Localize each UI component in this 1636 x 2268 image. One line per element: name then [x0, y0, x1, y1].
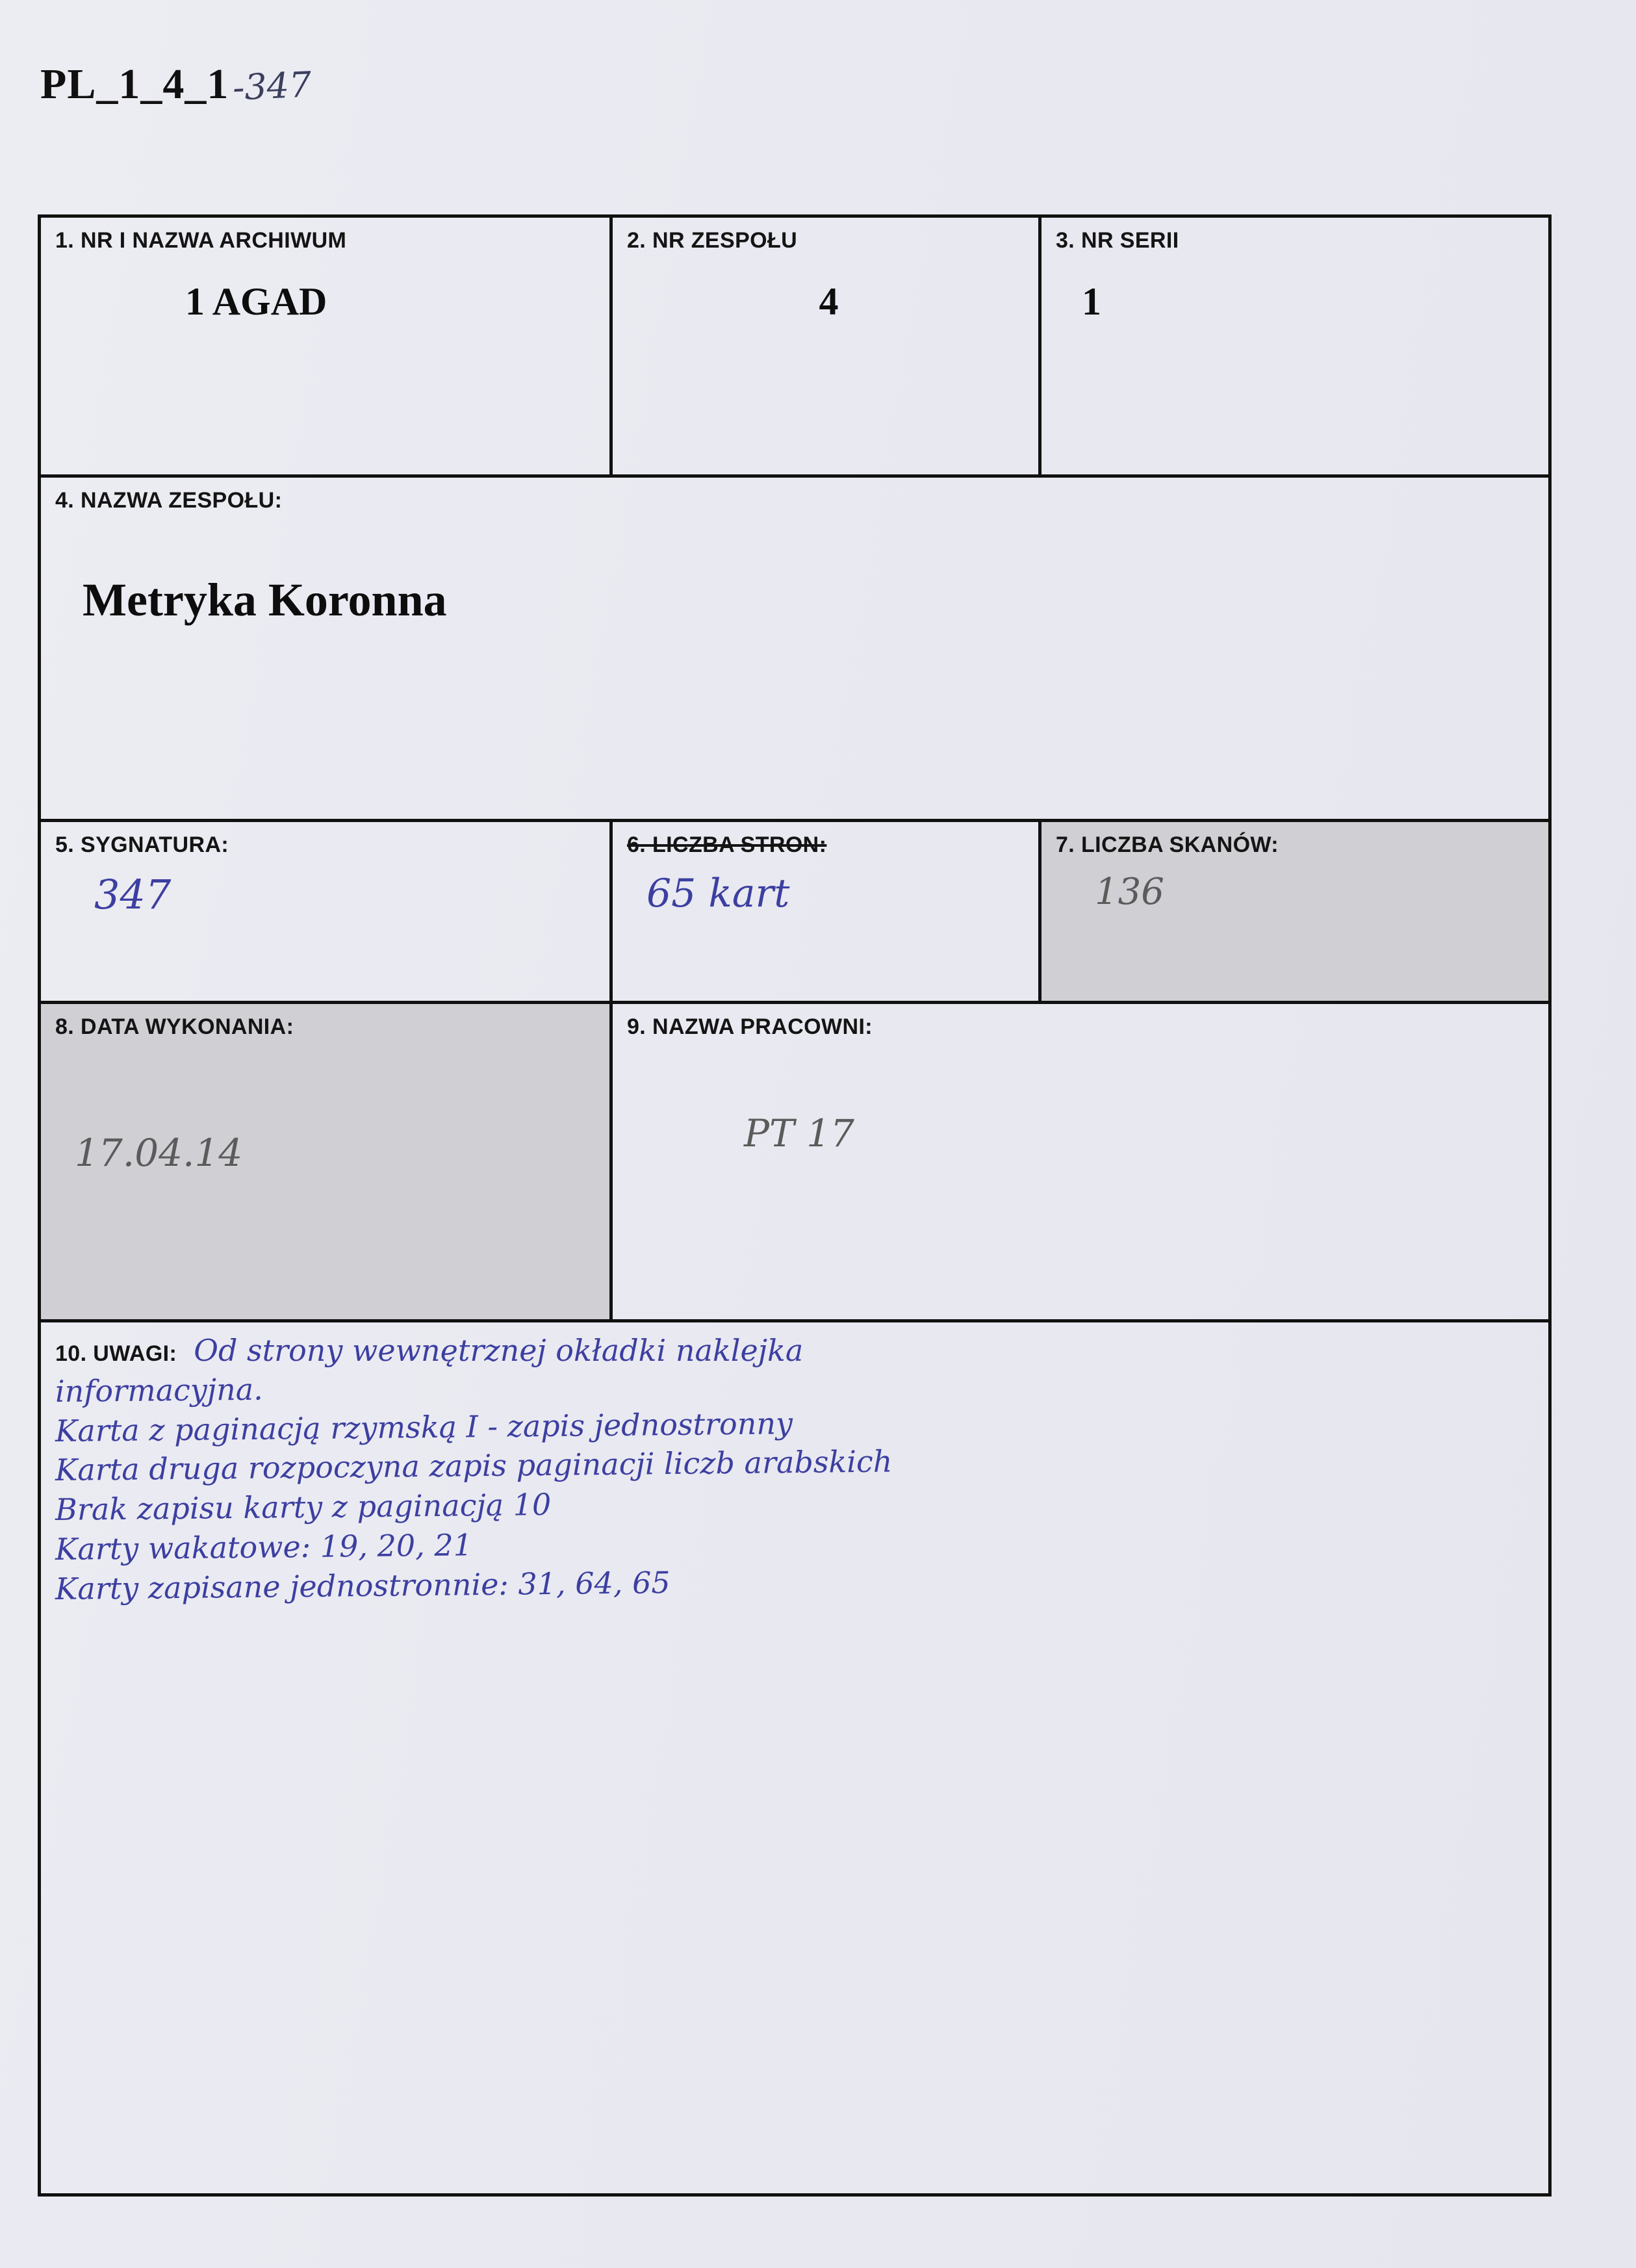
field-pages-count-value: 65 kart [646, 871, 790, 916]
field-remarks-line-4: Brak zapisu karty z paginacją 10 [55, 1487, 552, 1528]
table-row [41, 1004, 1548, 1322]
field-archive-label: 1. NR I NAZWA ARCHIWUM [55, 228, 347, 253]
field-signature-label: 5. SYGNATURA: [55, 832, 229, 857]
field-fonds-name [41, 478, 1548, 822]
field-remarks-body [55, 1372, 1534, 1608]
field-fonds-name-label: 4. NAZWA ZESPOŁU: [55, 488, 283, 513]
field-scans-count [1042, 822, 1548, 1004]
document-id-printed: PL_1_4_1 [40, 60, 229, 108]
field-archive-value: 1 AGAD [185, 280, 327, 323]
field-fonds-number [613, 218, 1042, 478]
field-remarks [41, 1322, 1548, 2193]
field-remarks-line-2: Karta z paginacją rzymską I - zapis jednostronny [55, 1405, 793, 1449]
table-row [41, 1322, 1548, 2193]
field-workshop-name-value: PT 17 [744, 1111, 854, 1155]
field-date-done-label: 8. DATA WYKONANIA: [55, 1014, 294, 1039]
field-remarks-line-6: Karty zapisane jednostronnie: 31, 64, 65 [55, 1564, 671, 1606]
field-remarks-line-1: informacyjna. [55, 1371, 264, 1409]
field-scans-count-label: 7. LICZBA SKANÓW: [1056, 832, 1279, 857]
archive-form-table [38, 214, 1552, 2197]
field-series-number-label: 3. NR SERII [1056, 228, 1179, 253]
field-series-number [1042, 218, 1548, 478]
table-row [41, 218, 1548, 478]
field-pages-count [613, 822, 1042, 1004]
document-id-handwritten: -347 [232, 64, 313, 109]
field-pages-count-label: 6. LICZBA STRON: [627, 832, 827, 857]
document-identifier [40, 60, 312, 109]
field-workshop-name [613, 1004, 1548, 1322]
field-series-number-value: 1 [1082, 280, 1101, 323]
field-remarks-line-0: Od strony wewnętrznej okładki naklejka [194, 1333, 804, 1368]
field-archive [41, 218, 613, 478]
table-row [41, 822, 1548, 1004]
table-row [41, 478, 1548, 822]
field-signature [41, 822, 613, 1004]
field-fonds-name-value: Metryka Koronna [83, 574, 447, 626]
field-date-done-value: 17.04.14 [75, 1131, 243, 1175]
field-remarks-line-3: Karta druga rozpoczyna zapis paginacji liczb arabskich [55, 1443, 893, 1488]
field-workshop-name-label: 9. NAZWA PRACOWNI: [627, 1014, 873, 1039]
field-scans-count-value: 136 [1095, 871, 1164, 913]
field-fonds-number-label: 2. NR ZESPOŁU [627, 228, 798, 253]
field-remarks-label: 10. UWAGI: [55, 1341, 177, 1366]
field-signature-value: 347 [94, 871, 172, 918]
field-remarks-line-5: Karty wakatowe: 19, 20, 21 [55, 1527, 473, 1567]
field-date-done [41, 1004, 613, 1322]
field-fonds-number-value: 4 [819, 280, 839, 323]
